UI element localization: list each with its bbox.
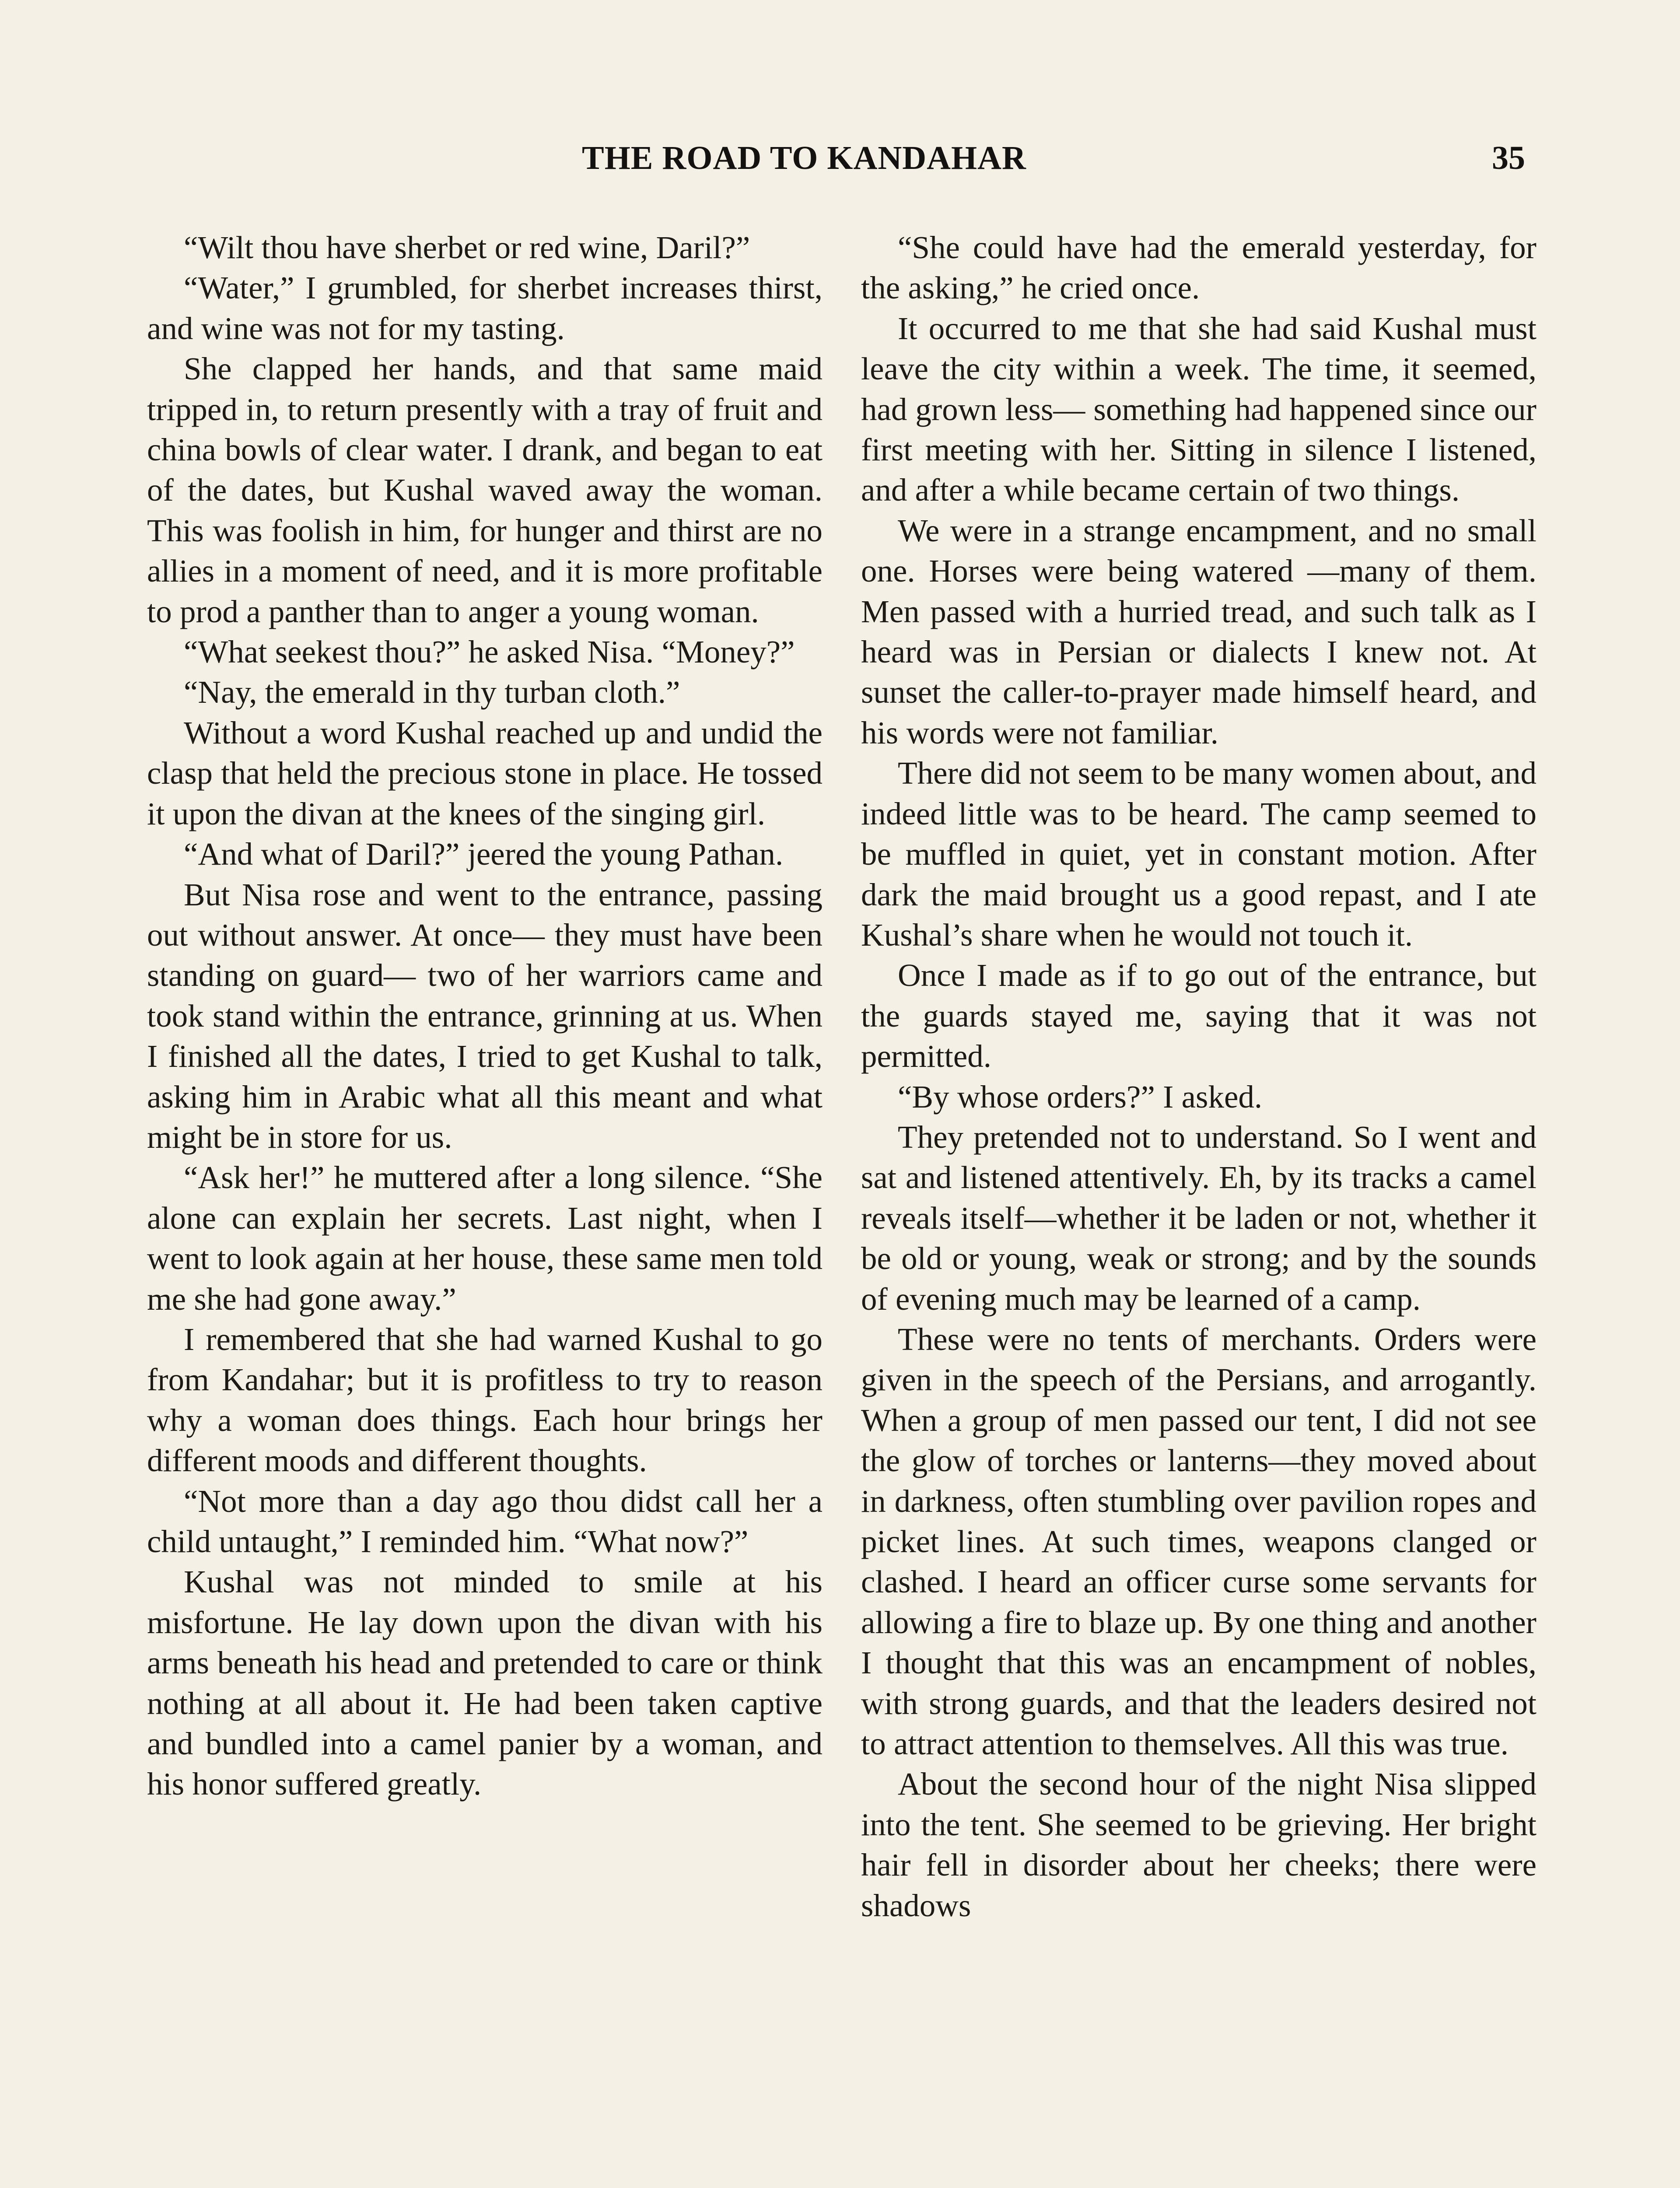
- paragraph: She clapped her hands, and that same maid tripped in, to return presently with a tray of fruit and china bowls of clear water. I drank, and began to eat of the dates, but Kushal waved away the woman. This was foolish in him, for hunger and thirst are no allies in a moment of need, and it is more profitable to prod a panther than to anger a young woman.: [147, 351, 822, 629]
- paragraph: About the second hour of the night Nisa slipped into the tent. She seemed to be grieving. Her bright hair fell in disorder about her cheeks; there were shadows: [861, 1766, 1536, 1923]
- paragraph: We were in a strange encampment, and no small one. Horses were being watered —many of them. Men passed with a hurried tread, and such talk as I heard was in Persian or dialects I knew not. At sunset the caller-to-prayer made himself heard, and his words were not familiar.: [861, 512, 1536, 750]
- paragraph: “Wilt thou have sherbet or red wine, Daril?”: [184, 230, 750, 265]
- page-number: 35: [1492, 140, 1525, 176]
- paragraph: Once I made as if to go out of the entrance, but the guards stayed me, saying that it was not permitted.: [861, 957, 1536, 1074]
- paragraph: But Nisa rose and went to the entrance, passing out without answer. At once— they must have been standing on guard— two of her warriors came and took stand within the entrance, grinning at us. When I finished all the dates, I tried to get Kushal to talk, asking him in Arabic what all this meant and what might be in store for us.: [147, 877, 822, 1155]
- paragraph: “What seekest thou?” he asked Nisa. “Money?”: [184, 634, 795, 670]
- left-column: [147, 228, 822, 1805]
- right-column: [861, 228, 1536, 1926]
- paragraph: These were no tents of merchants. Orders were given in the speech of the Persians, and arrogantly. When a group of men passed our tent, I did not see the glow of torches or lanterns—they moved about in darkness, often stumbling over pavilion ropes and picket lines. At such times, weapons clanged or clashed. I heard an officer curse some servants for allowing a fire to blaze up. By one thing and another I thought that this was an encampment of nobles, with strong guards, and that the leaders desired not to attract attention to themselves. All this was true.: [861, 1321, 1536, 1762]
- paragraph: “Not more than a day ago thou didst call her a child untaught,” I reminded him. “What now?”: [147, 1483, 822, 1559]
- running-head: THE ROAD TO KANDAHAR: [582, 140, 1026, 176]
- paragraph: “And what of Daril?” jeered the young Pathan.: [184, 836, 784, 872]
- paragraph: “By whose orders?” I asked.: [898, 1079, 1263, 1115]
- paragraph: It occurred to me that she had said Kushal must leave the city within a week. The time, it seemed, had grown less— something had happened since our first meeting with her. Sitting in silence I listened, and after a while became certain of two things.: [861, 310, 1536, 508]
- paragraph: “She could have had the emerald yesterday, for the asking,” he cried once.: [861, 230, 1536, 306]
- paragraph: “Nay, the emerald in thy turban cloth.”: [184, 674, 680, 710]
- paragraph: “Water,” I grumbled, for sherbet increases thirst, and wine was not for my tasting.: [147, 270, 822, 346]
- paragraph: Without a word Kushal reached up and undid the clasp that held the precious stone in place. He tossed it upon the divan at the knees of the singing girl.: [147, 715, 822, 831]
- paragraph: They pretended not to understand. So I went and sat and listened attentively. Eh, by its tracks a camel reveals itself—whether it be laden or not, whether it be old or young, weak or strong; and by the sounds of evening much may be learned of a camp.: [861, 1119, 1536, 1317]
- paragraph: I remembered that she had warned Kushal to go from Kandahar; but it is profitless to try to reason why a woman does things. Each hour brings her different moods and different thoughts.: [147, 1321, 822, 1479]
- paragraph: There did not seem to be many women about, and indeed little was to be heard. The camp seemed to be muffled in quiet, yet in constant motion. After dark the maid brought us a good repast, and I ate Kushal’s share when he would not touch it.: [861, 755, 1536, 953]
- paragraph: Kushal was not minded to smile at his misfortune. He lay down upon the divan with his arms beneath his head and pretended to care or think nothing at all about it. He had been taken captive and bundled into a camel panier by a woman, and his honor suffered greatly.: [147, 1564, 822, 1802]
- paragraph: “Ask her!” he muttered after a long silence. “She alone can explain her secrets. Last night, when I went to look again at her house, these same men told me she had gone away.”: [147, 1160, 822, 1317]
